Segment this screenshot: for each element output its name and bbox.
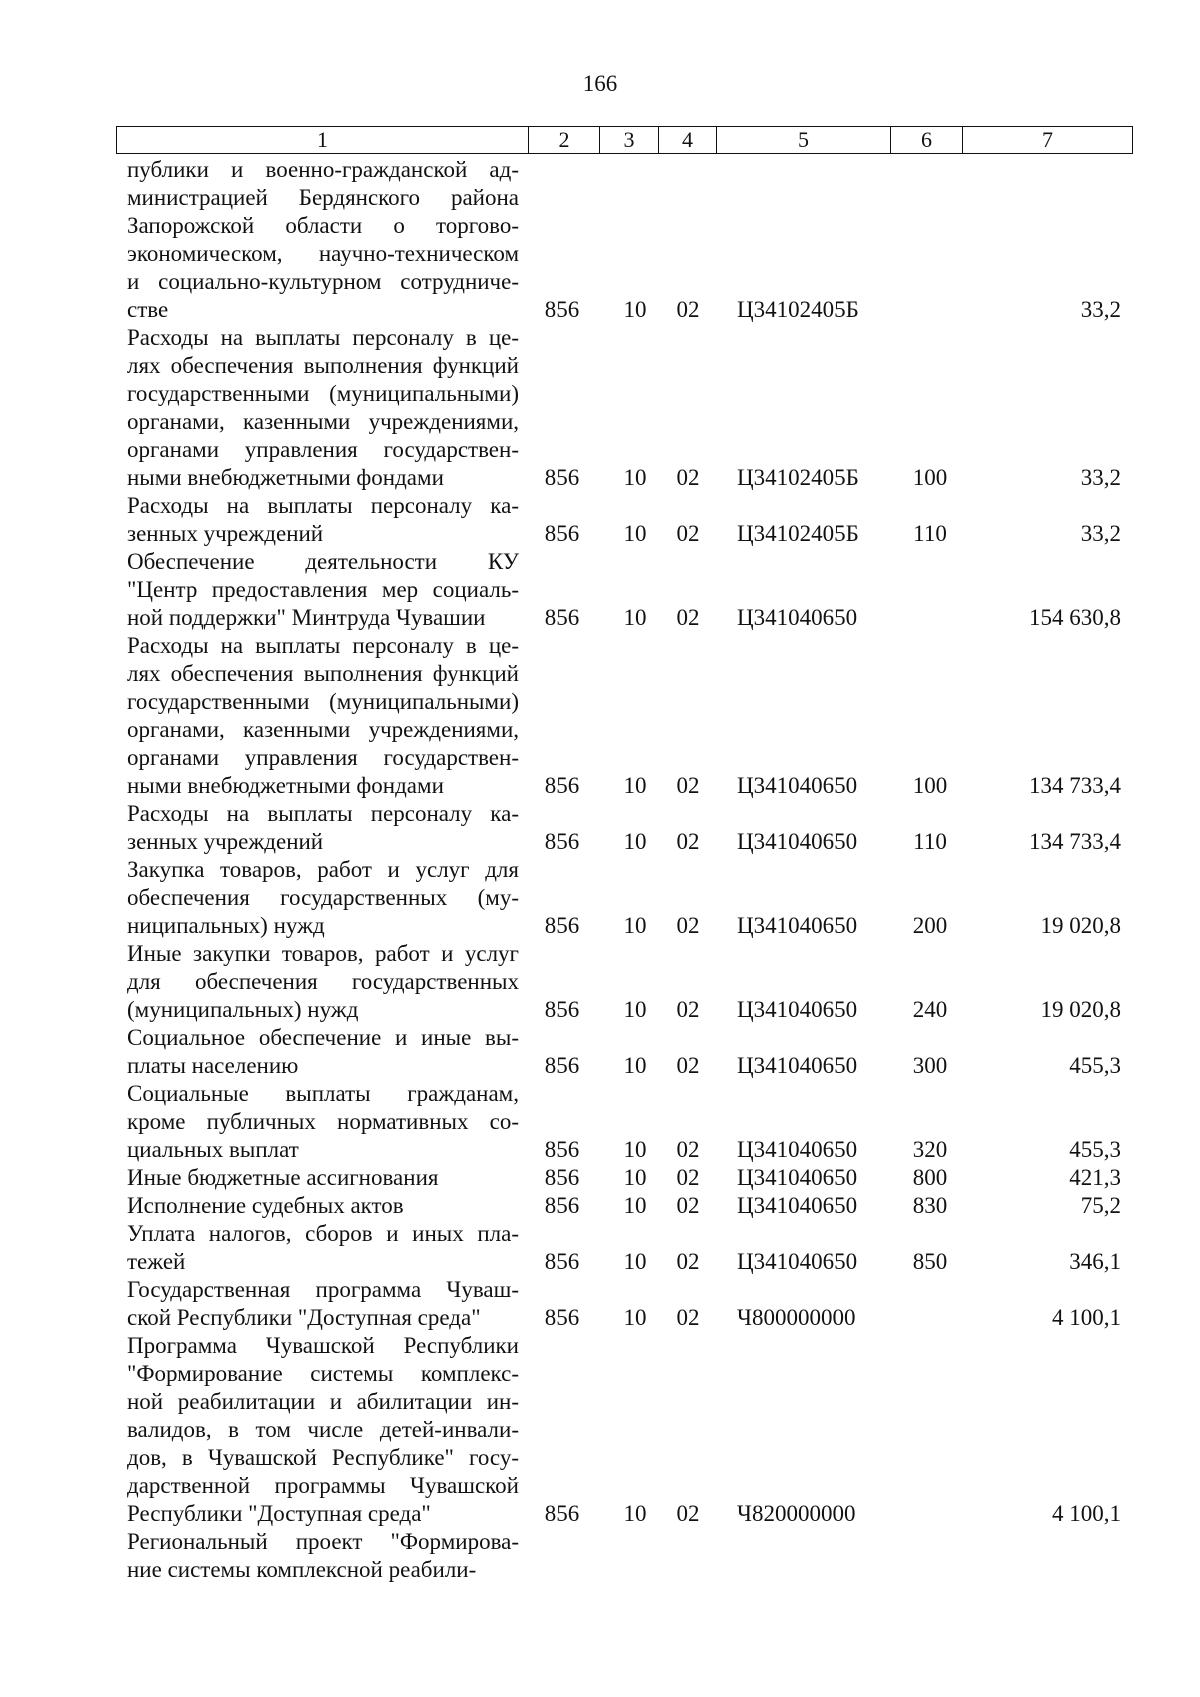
row-description [127,940,519,1024]
column-header-4: 4 [659,127,717,154]
cell-admin-code: 856 [544,297,580,322]
cell-admin-code: 856 [544,1165,580,1190]
description-line: зенных учреждений [127,829,324,854]
cell-amount: 75,2 [1080,1193,1121,1218]
table-row [0,1080,1200,1164]
cell-admin-code: 856 [544,521,580,546]
cell-target-article: Ц341040650 [737,1137,858,1162]
description-line: тежей [127,1249,186,1274]
table-row [0,1164,1200,1192]
description-line: Социальное обеспечение и иные вы- [127,1025,519,1050]
row-description [127,1220,519,1276]
row-description [127,1332,519,1528]
description-line: стве [127,297,169,322]
column-header-1: 1 [117,127,529,154]
description-line: Запорожской области о торгово- [127,213,519,238]
table-row [0,800,1200,856]
cell-target-article: Ц34102405Б [737,465,859,490]
description-line: ской Республики "Доступная среда" [127,1305,481,1330]
cell-amount: 33,2 [1080,297,1121,322]
table-row [0,1276,1200,1332]
description-line: органами, казенными учреждениями, [127,409,519,434]
description-line: Иные закупки товаров, работ и услуг [127,941,519,966]
cell-target-article: Ц341040650 [737,1053,858,1078]
cell-subsection: 02 [676,773,700,798]
cell-subsection [662,1556,714,1584]
cell-section [605,1556,665,1584]
description-line: лях обеспечения выполнения функций [127,353,519,378]
cell-amount: 455,3 [1069,1137,1121,1162]
row-description [127,800,519,856]
cell-amount: 33,2 [1080,521,1121,546]
cell-amount: 19 020,8 [1040,913,1121,938]
cell-expense-type: 850 [912,1249,948,1274]
column-header-5: 5 [717,127,891,154]
cell-expense-type [900,1556,960,1584]
cell-subsection: 02 [676,1193,700,1218]
description-line: для обеспечения государственных [127,969,519,994]
cell-expense-type [900,1500,960,1528]
cell-subsection: 02 [676,1249,700,1274]
cell-expense-type: 240 [912,997,948,1022]
description-line: "Формирование системы комплекс- [127,1361,519,1386]
description-line: обеспечения государственных (му- [127,885,519,910]
cell-target-article: Ц341040650 [737,829,858,854]
cell-section: 10 [623,829,647,854]
description-line: лях обеспечения выполнения функций [127,661,519,686]
row-description [127,1192,519,1220]
page-number: 166 [582,71,618,96]
cell-section: 10 [623,1249,647,1274]
cell-amount: 421,3 [1069,1165,1121,1190]
description-line: Расходы на выплаты персоналу в це- [127,325,519,350]
row-description [127,856,519,940]
description-line: Закупка товаров, работ и услуг для [127,857,519,882]
description-line: публики и военно-гражданской ад- [127,157,519,182]
description-line: Уплата налогов, сборов и иных пла- [127,1221,519,1246]
description-line: дов, в Чувашской Республике" госу- [127,1445,519,1470]
cell-target-article: Ц34102405Б [737,521,859,546]
cell-amount: 4 100,1 [1052,1305,1121,1330]
row-description [127,1276,519,1332]
cell-subsection: 02 [676,521,700,546]
column-header-row [117,127,1133,154]
cell-expense-type: 100 [912,773,948,798]
row-description [127,492,519,548]
cell-subsection: 02 [676,1305,700,1330]
column-header-table [116,126,1133,154]
table-row [0,1332,1200,1528]
cell-expense-type [900,604,960,632]
table-row [0,856,1200,940]
description-line: Расходы на выплаты персоналу в це- [127,633,519,658]
description-line: "Центр предоставления мер социаль- [127,577,519,602]
row-description [127,1528,519,1584]
row-description [127,548,519,632]
cell-subsection: 02 [676,605,700,630]
row-description [127,1164,519,1192]
cell-expense-type: 800 [912,1165,948,1190]
description-line: ние системы комплексной реабили- [127,1557,477,1582]
cell-section: 10 [623,773,647,798]
cell-subsection: 02 [676,1165,700,1190]
description-line: Расходы на выплаты персоналу ка- [127,493,519,518]
cell-subsection: 02 [676,297,700,322]
table-row [0,1192,1200,1220]
description-line: Иные бюджетные ассигнования [127,1165,439,1190]
description-line: Государственная программа Чуваш- [127,1277,519,1302]
cell-section: 10 [623,1501,647,1526]
cell-target-article: Ц341040650 [737,913,858,938]
cell-expense-type [900,1304,960,1332]
cell-target-article: Ц341040650 [737,1249,858,1274]
cell-amount: 346,1 [1069,1249,1121,1274]
column-header-2: 2 [529,127,600,154]
cell-section: 10 [623,1053,647,1078]
cell-subsection: 02 [676,1501,700,1526]
description-line: Региональный проект "Формирова- [127,1529,519,1554]
cell-expense-type: 200 [912,913,948,938]
cell-target-article: Ц341040650 [737,997,858,1022]
budget-rows [0,156,1200,1584]
description-line: органами, казенными учреждениями, [127,717,519,742]
description-line: платы населению [127,1053,299,1078]
cell-amount: 4 100,1 [1052,1501,1121,1526]
cell-target-article: Ч800000000 [737,1305,856,1330]
cell-section: 10 [623,1137,647,1162]
table-row [0,492,1200,548]
description-line: ными внебюджетными фондами [127,773,444,798]
description-line: Обеспечение деятельности КУ [127,549,519,574]
row-description [127,1024,519,1080]
cell-target-article: Ц341040650 [737,773,858,798]
cell-section: 10 [623,297,647,322]
description-line: органами управления государствен- [127,745,519,770]
cell-amount [960,1556,1121,1584]
cell-expense-type: 300 [912,1053,948,1078]
description-line: ной поддержки" Минтруда Чувашии [127,605,486,630]
column-header-3: 3 [600,127,659,154]
cell-admin-code: 856 [544,465,580,490]
cell-section: 10 [623,1193,647,1218]
table-row [0,324,1200,492]
cell-expense-type: 100 [912,465,948,490]
cell-section: 10 [623,1305,647,1330]
table-row [0,156,1200,324]
cell-admin-code: 856 [544,1193,580,1218]
description-line: Социальные выплаты гражданам, [127,1081,519,1106]
description-line: (муниципальных) нужд [127,997,359,1022]
cell-subsection: 02 [676,913,700,938]
description-line: Программа Чувашской Республики [127,1333,519,1358]
description-line: и социально-культурном сотрудниче- [127,269,519,294]
cell-amount: 154 630,8 [1029,605,1121,630]
row-description [127,632,519,800]
description-line: министрацией Бердянского района [127,185,519,210]
cell-admin-code: 856 [544,997,580,1022]
column-header-6: 6 [891,127,963,154]
cell-amount: 134 733,4 [1029,829,1121,854]
description-line: Расходы на выплаты персоналу ка- [127,801,519,826]
cell-section: 10 [623,913,647,938]
description-line: государственными (муниципальными) [127,689,519,714]
cell-expense-type [900,296,960,324]
cell-section: 10 [623,465,647,490]
table-row [0,1024,1200,1080]
description-line: дарственной программы Чувашской [127,1473,519,1498]
cell-target-article: Ц34102405Б [737,297,859,322]
cell-amount: 455,3 [1069,1053,1121,1078]
description-line: зенных учреждений [127,521,324,546]
cell-admin-code: 856 [544,605,580,630]
cell-amount: 19 020,8 [1040,997,1121,1022]
cell-section: 10 [623,605,647,630]
cell-expense-type: 830 [912,1193,948,1218]
cell-admin-code: 856 [544,829,580,854]
description-line: экономическом, научно-техническом [127,241,519,266]
cell-subsection: 02 [676,829,700,854]
cell-admin-code: 856 [544,773,580,798]
cell-target-article: Ц341040650 [737,1193,858,1218]
cell-expense-type: 110 [913,829,947,854]
description-line: государственными (муниципальными) [127,381,519,406]
cell-expense-type: 320 [912,1137,948,1162]
cell-admin-code: 856 [544,1053,580,1078]
cell-expense-type: 110 [913,521,947,546]
description-line: органами управления государствен- [127,437,519,462]
description-line: кроме публичных нормативных со- [127,1109,519,1134]
row-description [127,1080,519,1164]
description-line: Республики "Доступная среда" [127,1501,431,1526]
cell-amount: 134 733,4 [1029,773,1121,798]
cell-admin-code: 856 [544,1305,580,1330]
cell-admin-code [532,1556,592,1584]
description-line: валидов, в том числе детей-инвали- [127,1417,519,1442]
cell-target-article: Ц341040650 [737,1165,858,1190]
cell-admin-code: 856 [544,1137,580,1162]
cell-section: 10 [623,521,647,546]
description-line: ниципальных) нужд [127,913,325,938]
description-line: ной реабилитации и абилитации ин- [127,1389,519,1414]
cell-admin-code: 856 [544,1249,580,1274]
cell-subsection: 02 [676,465,700,490]
cell-section: 10 [623,997,647,1022]
column-header-7: 7 [963,127,1133,154]
description-line: ными внебюджетными фондами [127,465,444,490]
table-row [0,1528,1200,1584]
cell-target-article: Ч820000000 [737,1501,856,1526]
cell-subsection: 02 [676,1053,700,1078]
cell-subsection: 02 [676,1137,700,1162]
row-description [127,156,519,324]
table-row [0,632,1200,800]
table-row [0,1220,1200,1276]
cell-admin-code: 856 [544,913,580,938]
cell-target-article [737,1556,897,1584]
cell-admin-code: 856 [544,1501,580,1526]
cell-subsection: 02 [676,997,700,1022]
cell-amount: 33,2 [1080,465,1121,490]
description-line: Исполнение судебных актов [127,1193,404,1218]
table-row [0,548,1200,632]
description-line: циальных выплат [127,1137,299,1162]
cell-target-article: Ц341040650 [737,605,858,630]
row-description [127,324,519,492]
cell-section: 10 [623,1165,647,1190]
table-row [0,940,1200,1024]
